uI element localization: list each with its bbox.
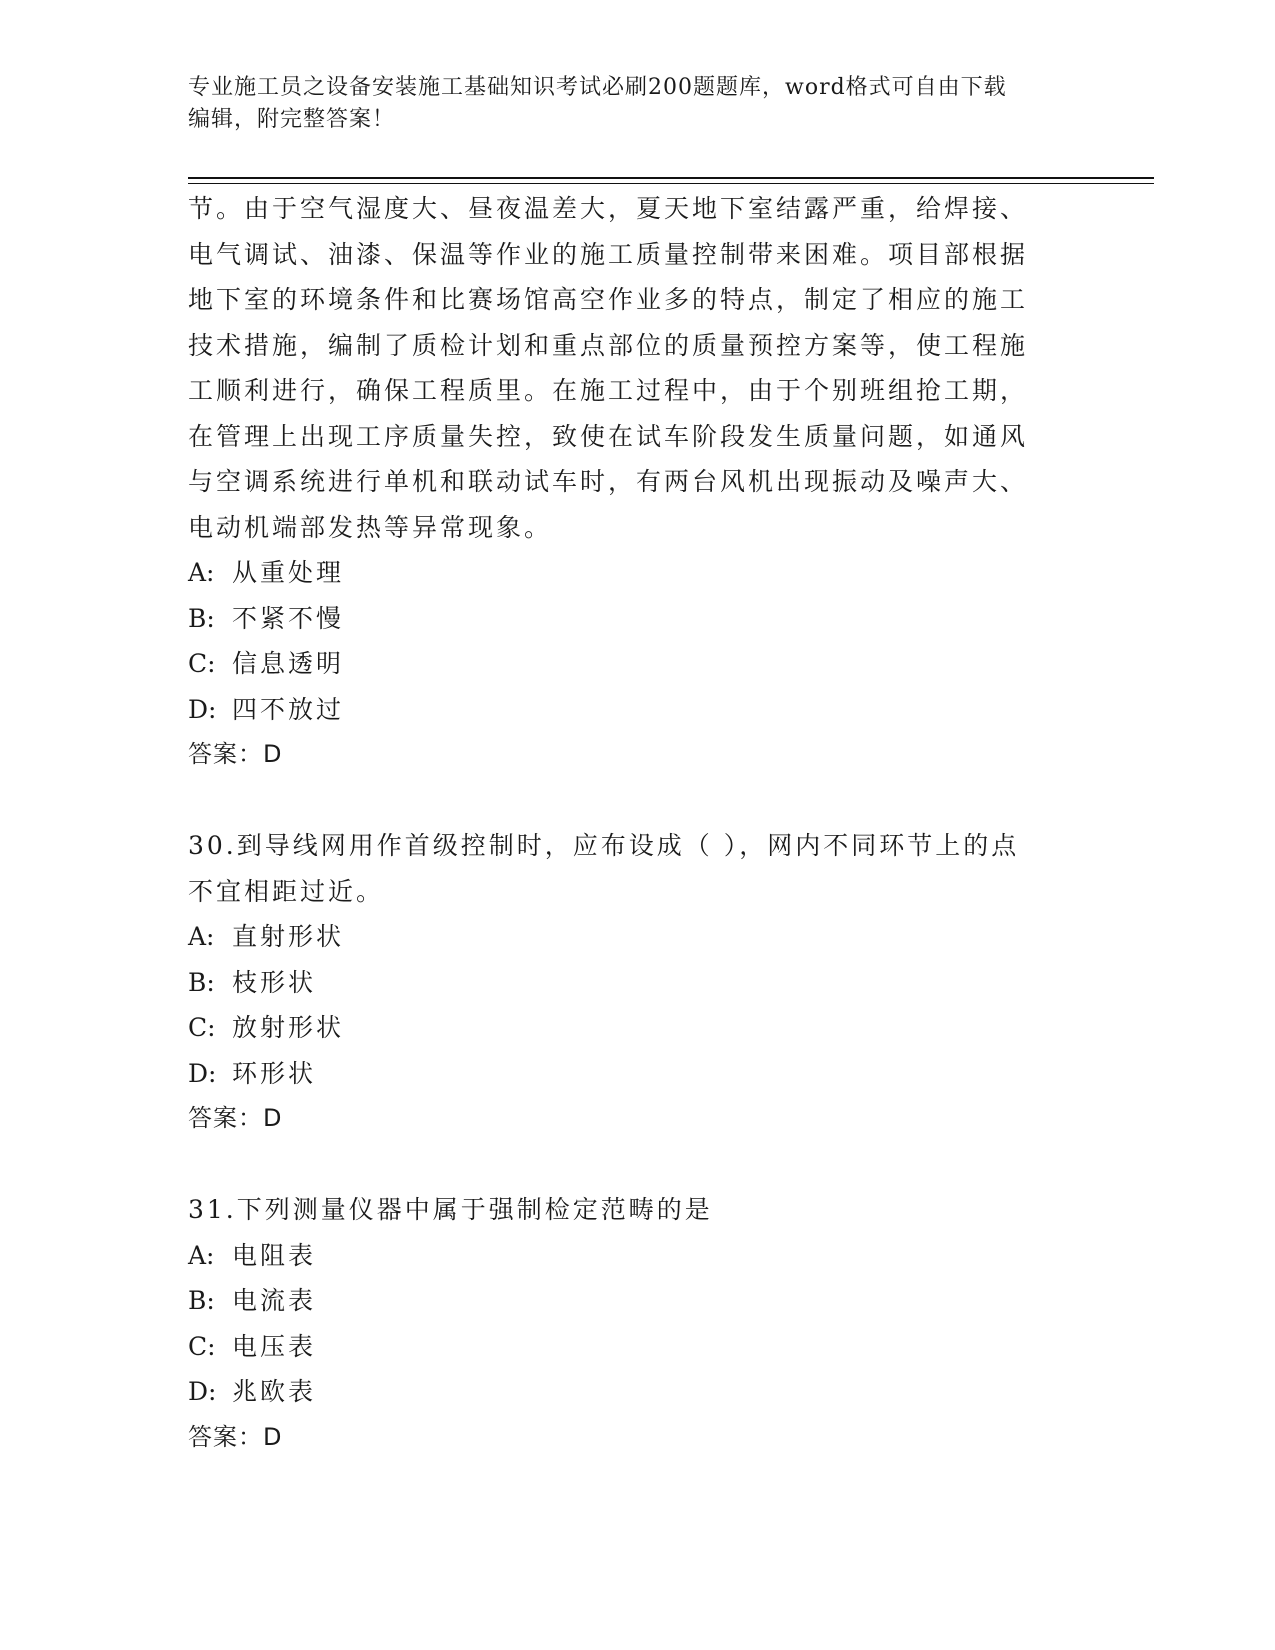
option-text: 直射形状	[232, 922, 345, 951]
option-letter: A:	[188, 922, 215, 951]
spacer	[188, 1142, 1088, 1188]
answer-line: 答案：D	[188, 1104, 283, 1132]
question-text-line: 31.下列测量仪器中属于强制检定范畴的是	[188, 1195, 713, 1224]
question-text-line: 工顺利进行，确保工程质里。在施工过程中，由于个别班组抢工期，	[188, 376, 1029, 405]
option-b	[188, 596, 1088, 642]
option-text: 枝形状	[232, 967, 317, 997]
question-block-31	[188, 1187, 1088, 1460]
option-letter: B:	[188, 603, 215, 633]
option-letter: D:	[188, 694, 217, 724]
question-text-line: 地下室的环境条件和比赛场馆高空作业多的特点，制定了相应的施工	[188, 285, 1029, 314]
header-title-line-1: 专业施工员之设备安装施工基础知识考试必刷200题题库，word格式可自由下载	[188, 75, 1007, 100]
option-letter: D:	[188, 1377, 217, 1406]
question-text-line: 不宜相距过近。	[188, 876, 385, 906]
option-d	[188, 1369, 1088, 1415]
option-text: 放射形状	[232, 1013, 345, 1042]
option-c	[188, 641, 1088, 687]
option-text: 电压表	[232, 1331, 317, 1361]
question-text-line: 30.到导线网用作首级控制时，应布设成（ ），网内不同环节上的点	[188, 831, 1020, 860]
option-letter: C:	[188, 649, 216, 678]
option-d	[188, 687, 1088, 733]
option-text: 电阻表	[232, 1240, 317, 1270]
option-letter: A:	[188, 558, 215, 587]
option-c	[188, 1005, 1088, 1051]
question-text-line: 节。由于空气湿度大、昼夜温差大，夏天地下室结露严重，给焊接、	[188, 194, 1029, 223]
option-a	[188, 914, 1088, 960]
option-b	[188, 1278, 1088, 1324]
option-letter: B:	[188, 1286, 215, 1315]
question-text-line: 技术措施，编制了质检计划和重点部位的质量预控方案等，使工程施	[188, 330, 1029, 360]
option-letter: B:	[188, 967, 215, 997]
option-text: 不紧不慢	[232, 603, 345, 633]
question-text-line: 电气调试、油漆、保温等作业的施工质量控制带来困难。项目部根据	[188, 239, 1029, 269]
answer-line: 答案：D	[188, 740, 283, 768]
page-content	[188, 186, 1088, 1460]
option-text: 环形状	[232, 1058, 317, 1088]
spacer	[188, 778, 1088, 824]
option-text: 电流表	[232, 1286, 317, 1315]
option-letter: D:	[188, 1058, 217, 1088]
option-text: 兆欧表	[232, 1377, 317, 1406]
option-text: 四不放过	[232, 694, 345, 724]
header-title-line-2: 编辑，附完整答案！	[188, 107, 396, 132]
option-d	[188, 1051, 1088, 1097]
answer-line: 答案：D	[188, 1422, 283, 1451]
question-block-30	[188, 823, 1088, 1142]
header-divider-thin	[188, 183, 1154, 184]
option-a	[188, 550, 1088, 596]
option-b	[188, 960, 1088, 1006]
option-letter: A:	[188, 1240, 215, 1270]
question-text-line: 与空调系统进行单机和联动试车时，有两台风机出现振动及噪声大、	[188, 467, 1029, 496]
option-text: 从重处理	[232, 558, 345, 587]
option-letter: C:	[188, 1013, 216, 1042]
question-text-line: 在管理上出现工序质量失控，致使在试车阶段发生质量问题，如通风	[188, 421, 1029, 451]
page-header	[188, 72, 1068, 136]
option-letter: C:	[188, 1331, 216, 1361]
question-text-line: 电动机端部发热等异常现象。	[188, 512, 553, 542]
header-divider-thick	[188, 177, 1154, 179]
question-block-29	[188, 186, 1088, 778]
option-text: 信息透明	[232, 649, 345, 678]
option-a	[188, 1233, 1088, 1279]
option-c	[188, 1324, 1088, 1370]
